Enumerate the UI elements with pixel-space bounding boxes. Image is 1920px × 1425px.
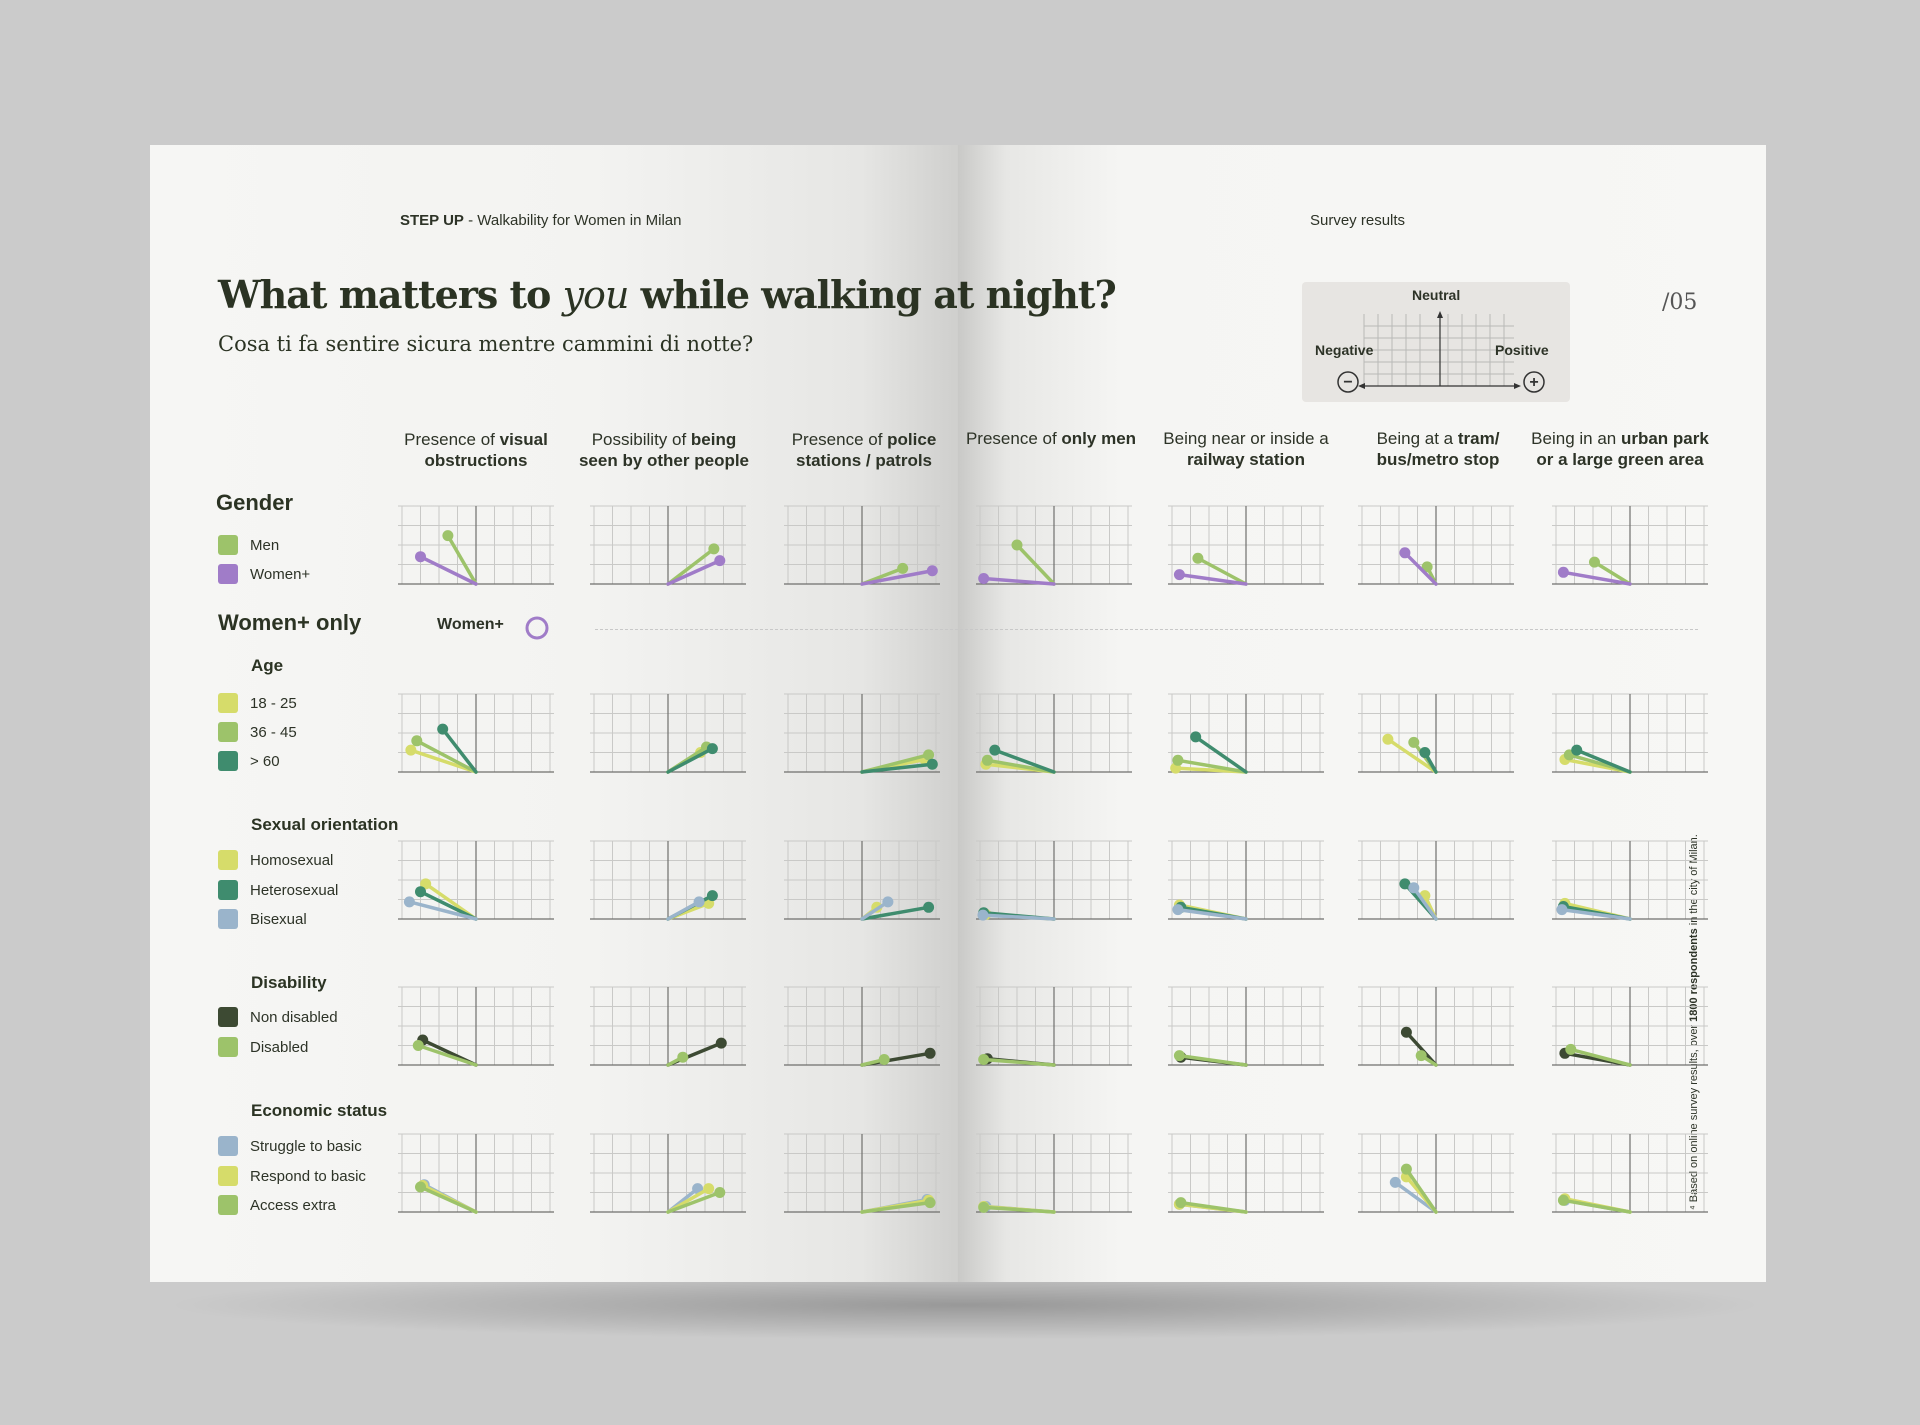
series-point-1 bbox=[415, 551, 426, 562]
series-point-2 bbox=[714, 1187, 725, 1198]
legend-respond: Respond to basic bbox=[218, 1166, 366, 1186]
axis-key bbox=[1302, 282, 1570, 402]
series-point-1 bbox=[879, 1054, 890, 1065]
legend-bisexual: Bisexual bbox=[218, 909, 307, 929]
minus-sign: − bbox=[1343, 374, 1353, 391]
mini-chart-r4-c5 bbox=[1358, 1134, 1514, 1220]
series-point-0 bbox=[1390, 1177, 1401, 1188]
legend-swatch bbox=[218, 1166, 238, 1186]
mini-chart-r4-c2 bbox=[784, 1134, 940, 1220]
series-point-2 bbox=[978, 1202, 989, 1213]
series-point-0 bbox=[1012, 540, 1023, 551]
legend-swatch bbox=[218, 1007, 238, 1027]
mini-chart-r2-c2 bbox=[784, 841, 940, 927]
series-point-2 bbox=[437, 724, 448, 735]
legend-swatch bbox=[218, 1037, 238, 1057]
subgroup-age: Age bbox=[251, 656, 284, 675]
mini-chart-r0-c0 bbox=[398, 506, 554, 592]
subgroup-orientation: Sexual orientation bbox=[251, 815, 399, 834]
mini-chart-r0-c5 bbox=[1358, 506, 1514, 592]
series-point-2 bbox=[1408, 882, 1419, 893]
mini-chart-r0-c2 bbox=[784, 506, 940, 592]
series-point-0 bbox=[442, 530, 453, 541]
series-point-1 bbox=[927, 565, 938, 576]
axis-key-arrow-left bbox=[1358, 383, 1365, 389]
mini-chart-r1-c6 bbox=[1552, 694, 1708, 780]
series-line-2 bbox=[421, 1187, 477, 1212]
series-point-2 bbox=[415, 1182, 426, 1193]
series-line-1 bbox=[984, 579, 1054, 584]
series-line-1 bbox=[862, 571, 932, 584]
mini-chart-r3-c6 bbox=[1552, 987, 1708, 1073]
mini-chart-r3-c2 bbox=[784, 987, 940, 1073]
running-header-left: STEP UP - Walkability for Women in Milan bbox=[400, 212, 682, 229]
series-point-1 bbox=[1174, 569, 1185, 580]
series-point-0 bbox=[1382, 734, 1393, 745]
legend-swatch bbox=[218, 1136, 238, 1156]
series-point-2 bbox=[1558, 1195, 1569, 1206]
legend-swatch bbox=[218, 693, 238, 713]
page-number: /05 bbox=[1662, 290, 1698, 315]
legend-swatch bbox=[218, 1195, 238, 1215]
mini-chart-r3-c0 bbox=[398, 987, 554, 1073]
legend-struggle: Struggle to basic bbox=[218, 1136, 362, 1156]
mini-chart-r1-c2 bbox=[784, 694, 940, 780]
mini-chart-r4-c6 bbox=[1552, 1134, 1708, 1220]
legend-swatch bbox=[218, 751, 238, 771]
column-header-2: Possibility of being seen by other people bbox=[578, 430, 750, 470]
legend-swatch bbox=[218, 535, 238, 555]
series-point-1 bbox=[923, 902, 934, 913]
mini-chart-r1-c5 bbox=[1358, 694, 1514, 780]
series-point-0 bbox=[897, 563, 908, 574]
legend-extra: Access extra bbox=[218, 1195, 336, 1215]
series-point-2 bbox=[1556, 904, 1567, 915]
mini-chart-r2-c1 bbox=[590, 841, 746, 927]
series-point-2 bbox=[1175, 1197, 1186, 1208]
series-point-1 bbox=[707, 890, 718, 901]
key-positive-label: Positive bbox=[1495, 342, 1549, 358]
series-point-2 bbox=[989, 745, 1000, 756]
women-marker-icon bbox=[525, 616, 549, 640]
legend-swatch bbox=[218, 880, 238, 900]
group-gender: Gender bbox=[216, 490, 294, 515]
series-point-1 bbox=[413, 1040, 424, 1051]
key-neutral-label: Neutral bbox=[1412, 287, 1461, 303]
series-point-1 bbox=[1565, 1044, 1576, 1055]
series-point-2 bbox=[882, 896, 893, 907]
series-point-2 bbox=[404, 896, 415, 907]
legend-age-1825: 18 - 25 bbox=[218, 693, 297, 713]
series-point-2 bbox=[707, 743, 718, 754]
series-point-1 bbox=[1172, 755, 1183, 766]
subgroup-disability: Disability bbox=[251, 973, 327, 992]
mini-chart-r4-c1 bbox=[590, 1134, 746, 1220]
mini-chart-r1-c0 bbox=[398, 694, 554, 780]
series-point-1 bbox=[714, 555, 725, 566]
legend-non-disabled: Non disabled bbox=[218, 1007, 338, 1027]
mini-chart-r4-c4 bbox=[1168, 1134, 1324, 1220]
column-header-3: Presence of police stations / patrols bbox=[791, 430, 937, 470]
series-point-0 bbox=[1589, 557, 1600, 568]
series-point-0 bbox=[716, 1038, 727, 1049]
series-point-1 bbox=[1408, 737, 1419, 748]
series-point-2 bbox=[977, 910, 988, 921]
mini-chart-r0-c6 bbox=[1552, 506, 1708, 592]
mini-chart-r3-c3 bbox=[976, 987, 1132, 1073]
women-marker-label: Women+ bbox=[437, 616, 504, 633]
legend-swatch bbox=[218, 909, 238, 929]
series-point-0 bbox=[405, 745, 416, 756]
mini-chart-r1-c4 bbox=[1168, 694, 1324, 780]
series-line-2 bbox=[1406, 1169, 1436, 1212]
series-line-1 bbox=[1179, 1056, 1246, 1065]
legend-swatch bbox=[218, 722, 238, 742]
legend-swatch bbox=[218, 850, 238, 870]
series-line-2 bbox=[1577, 750, 1630, 772]
mini-chart-r2-c6 bbox=[1552, 841, 1708, 927]
mini-chart-r0-c3 bbox=[976, 506, 1132, 592]
page-subtitle: Cosa ti fa sentire sicura mentre cammini di notte? bbox=[218, 332, 754, 356]
mini-chart-r1-c3 bbox=[976, 694, 1132, 780]
mini-chart-r0-c1 bbox=[590, 506, 746, 592]
mini-chart-r0-c4 bbox=[1168, 506, 1324, 592]
mini-chart-r2-c0 bbox=[398, 841, 554, 927]
column-header-1: Presence of visual obstructions bbox=[404, 430, 548, 470]
series-point-1 bbox=[982, 755, 993, 766]
series-point-1 bbox=[978, 1054, 989, 1065]
series-point-2 bbox=[1172, 904, 1183, 915]
divider bbox=[595, 629, 1698, 630]
series-point-1 bbox=[1558, 567, 1569, 578]
mini-chart-r1-c1 bbox=[590, 694, 746, 780]
series-point-2 bbox=[1190, 731, 1201, 742]
legend-men: Men bbox=[218, 535, 279, 555]
legend-age-3645: 36 - 45 bbox=[218, 722, 297, 742]
series-point-2 bbox=[694, 896, 705, 907]
mini-chart-r3-c4 bbox=[1168, 987, 1324, 1073]
series-point-0 bbox=[1192, 553, 1203, 564]
series-point-1 bbox=[1399, 547, 1410, 558]
plus-sign: + bbox=[1529, 374, 1539, 391]
series-point-0 bbox=[1401, 1027, 1412, 1038]
column-header-7: Being in an urban park or a large green area bbox=[1531, 429, 1709, 469]
subgroup-economic: Economic status bbox=[251, 1101, 388, 1120]
mini-chart-r2-c3 bbox=[976, 841, 1132, 927]
series-point-2 bbox=[927, 759, 938, 770]
mini-chart-r4-c0 bbox=[398, 1134, 554, 1220]
series-point-0 bbox=[708, 543, 719, 554]
series-line-2 bbox=[1563, 1200, 1630, 1212]
series-line-1 bbox=[418, 1046, 476, 1066]
running-header-right: Survey results bbox=[1310, 212, 1406, 229]
legend-homosexual: Homosexual bbox=[218, 850, 333, 870]
series-point-1 bbox=[1174, 1050, 1185, 1061]
legend-heterosexual: Heterosexual bbox=[218, 880, 338, 900]
series-point-1 bbox=[703, 1183, 714, 1194]
column-header-5: Being near or inside a railway station bbox=[1163, 429, 1329, 469]
column-header-4: Presence of only men bbox=[965, 429, 1137, 448]
series-point-1 bbox=[677, 1052, 688, 1063]
key-negative-label: Negative bbox=[1315, 342, 1374, 358]
series-point-1 bbox=[1416, 1050, 1427, 1061]
series-point-1 bbox=[923, 749, 934, 760]
legend-swatch bbox=[218, 564, 238, 584]
axis-key-arrow-up bbox=[1437, 311, 1443, 318]
series-point-0 bbox=[925, 1048, 936, 1059]
page-title: What matters to you while walking at night? bbox=[218, 272, 1116, 317]
series-point-2 bbox=[1419, 747, 1430, 758]
column-header-6: Being at a tram/ bus/metro stop bbox=[1376, 429, 1500, 469]
mini-chart-r3-c5 bbox=[1358, 987, 1514, 1073]
series-point-1 bbox=[978, 573, 989, 584]
series-point-2 bbox=[1401, 1164, 1412, 1175]
series-point-1 bbox=[415, 886, 426, 897]
axis-key-grid bbox=[1364, 314, 1514, 386]
mini-chart-r2-c5 bbox=[1358, 841, 1514, 927]
mini-chart-r4-c3 bbox=[976, 1134, 1132, 1220]
series-point-1 bbox=[411, 735, 422, 746]
axis-key-arrow-right bbox=[1514, 383, 1521, 389]
series-point-2 bbox=[925, 1197, 936, 1208]
legend-age-60: > 60 bbox=[218, 751, 280, 771]
legend-women: Women+ bbox=[218, 564, 310, 584]
footnote: ⁴ Based on online survey results, over 1800 respondents in the city of Milan. bbox=[1688, 834, 1700, 1210]
series-point-2 bbox=[1571, 745, 1582, 756]
legend-disabled: Disabled bbox=[218, 1037, 308, 1057]
mini-chart-r3-c1 bbox=[590, 987, 746, 1073]
group-women-only: Women+ only bbox=[218, 610, 362, 635]
series-line-2 bbox=[984, 1207, 1054, 1212]
mini-chart-r2-c4 bbox=[1168, 841, 1324, 927]
